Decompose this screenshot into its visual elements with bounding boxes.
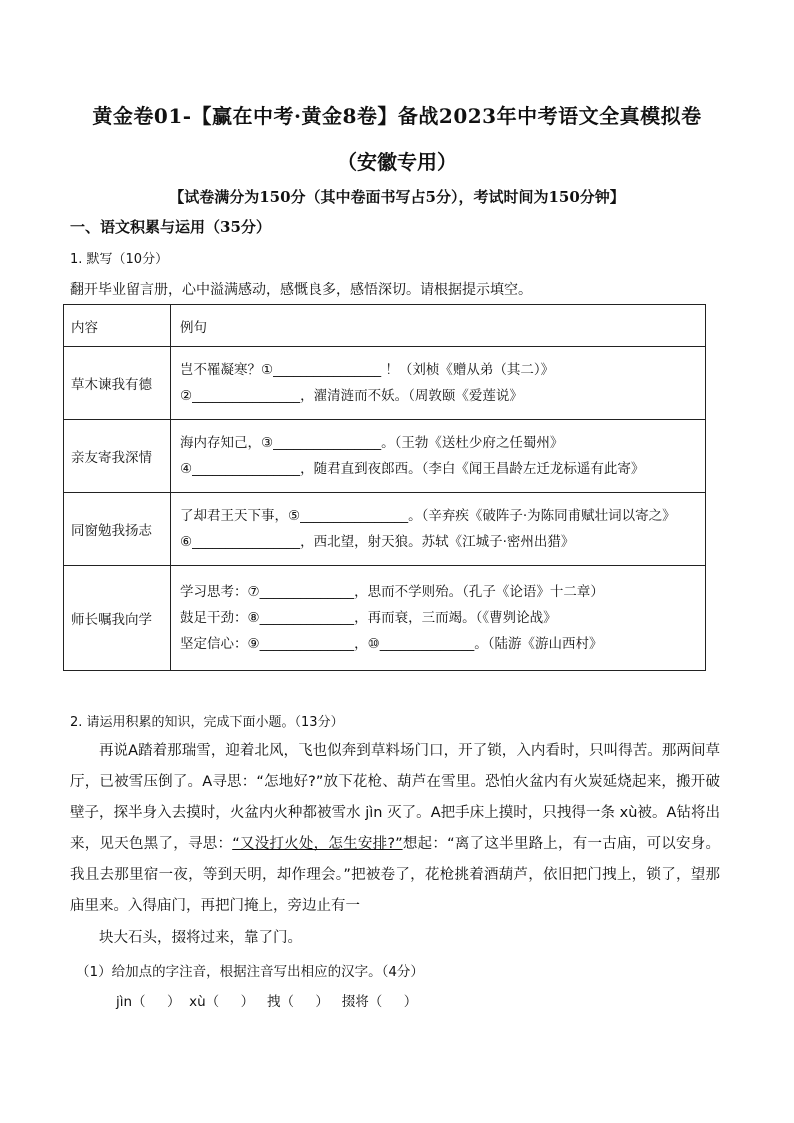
table-header-row [64,305,706,347]
dictation-table [63,304,706,671]
question-1-label: 1. 默写（10分） [70,252,169,267]
section-heading: 一、语文积累与运用（35分） [70,218,271,236]
example-line[interactable]: 鼓足干劲：⑧______________，再而衰，三而竭。（《曹刿论战》 [180,610,557,626]
header-theme: 内容 [64,305,171,347]
example-line[interactable]: 学习思考：⑦______________，思而不学则殆。（孔子《论语》十二章） [180,584,604,600]
row-examples [171,420,706,493]
table-row [64,420,706,493]
header-examples: 例句 [171,305,706,347]
passage-continued: 块大石头，掇将过来，靠了门。 [99,930,302,946]
exam-note: 【试卷满分为150分（其中卷面书写占5分），考试时间为150分钟】 [169,188,625,206]
exam-subtitle: （安徽专用） [337,150,457,174]
question-2-label: 2. 请运用积累的知识，完成下面小题。（13分） [70,715,344,730]
example-line[interactable]: ⑥________________，西北望，射天狼。苏轼《江城子·密州出猎》 [180,534,575,550]
row-theme: 同窗勉我扬志 [64,493,171,566]
question-1-intro: 翻开毕业留言册，心中溢满感动，感慨良多，感悟深切。请根据提示填空。 [70,282,532,298]
example-line[interactable]: 海内存知己，③________________。（王勃《送杜少府之任蜀州》 [180,435,564,451]
row-theme: 草木谏我有德 [64,347,171,420]
row-examples [171,493,706,566]
reading-passage [70,736,720,922]
example-line[interactable]: 坚定信心：⑨______________，⑩______________。（陆游《游山西村》 [180,636,603,652]
subquestion-1-label: （1）给加点的字注音，根据注音写出相应的汉字。（4分） [76,964,424,980]
row-examples [171,347,706,420]
example-line[interactable]: 了却君王天下事，⑤________________。（辛弃疾《破阵子·为陈同甫赋壮词以寄之》 [180,508,676,524]
example-line[interactable]: 岂不罹凝寒？①________________ ！（刘桢《赠从弟（其二）》 [180,362,555,378]
exam-title: 黄金卷01-【赢在中考·黄金8卷】备战2023年中考语文全真模拟卷 [92,104,702,128]
passage-text-before: 再说A踏着那瑞雪，迎着北风，飞也似奔到草料场门口，开了锁，入内看时，只叫得苦。那两间草厅，已被雪压倒了。A寻思：“怎地好?”放下花枪、葫芦在雪里。恐怕火盆内有火炭延烧起来，搬开破壁子，探半身入去摸时，火盆内火种都被雪水 jìn 灭了。A把手床上摸时，只拽得一条 xù被。A钻将出来，见天色黑了，寻思： [70,743,720,852]
table-row [64,566,706,671]
row-examples [171,566,706,671]
table-row [64,493,706,566]
row-theme: 师长嘱我向学 [64,566,171,671]
subquestion-1-blanks[interactable]: jìn（ ） xù（ ） 拽（ ） 掇将（ ） [116,994,418,1010]
example-line[interactable]: ②________________，濯清涟而不妖。（周敦颐《爱莲说》 [180,388,523,404]
row-theme: 亲友寄我深情 [64,420,171,493]
example-line[interactable]: ④________________，随君直到夜郎西。（李白《闻王昌龄左迁龙标遥有此寄》 [180,461,645,477]
passage-text-after: 想起：“离了这半里路上，有一古庙，可以安身。我且去那里宿一夜，等到天明，却作理会。”把被卷了，花枪挑着酒葫芦，依旧把门拽上，锁了，望那庙里来。入得庙门，再把门掩上，旁边止有一 [70,836,720,914]
table-row [64,347,706,420]
passage-underlined-text: “又没打火处，怎生安排?” [232,836,403,852]
